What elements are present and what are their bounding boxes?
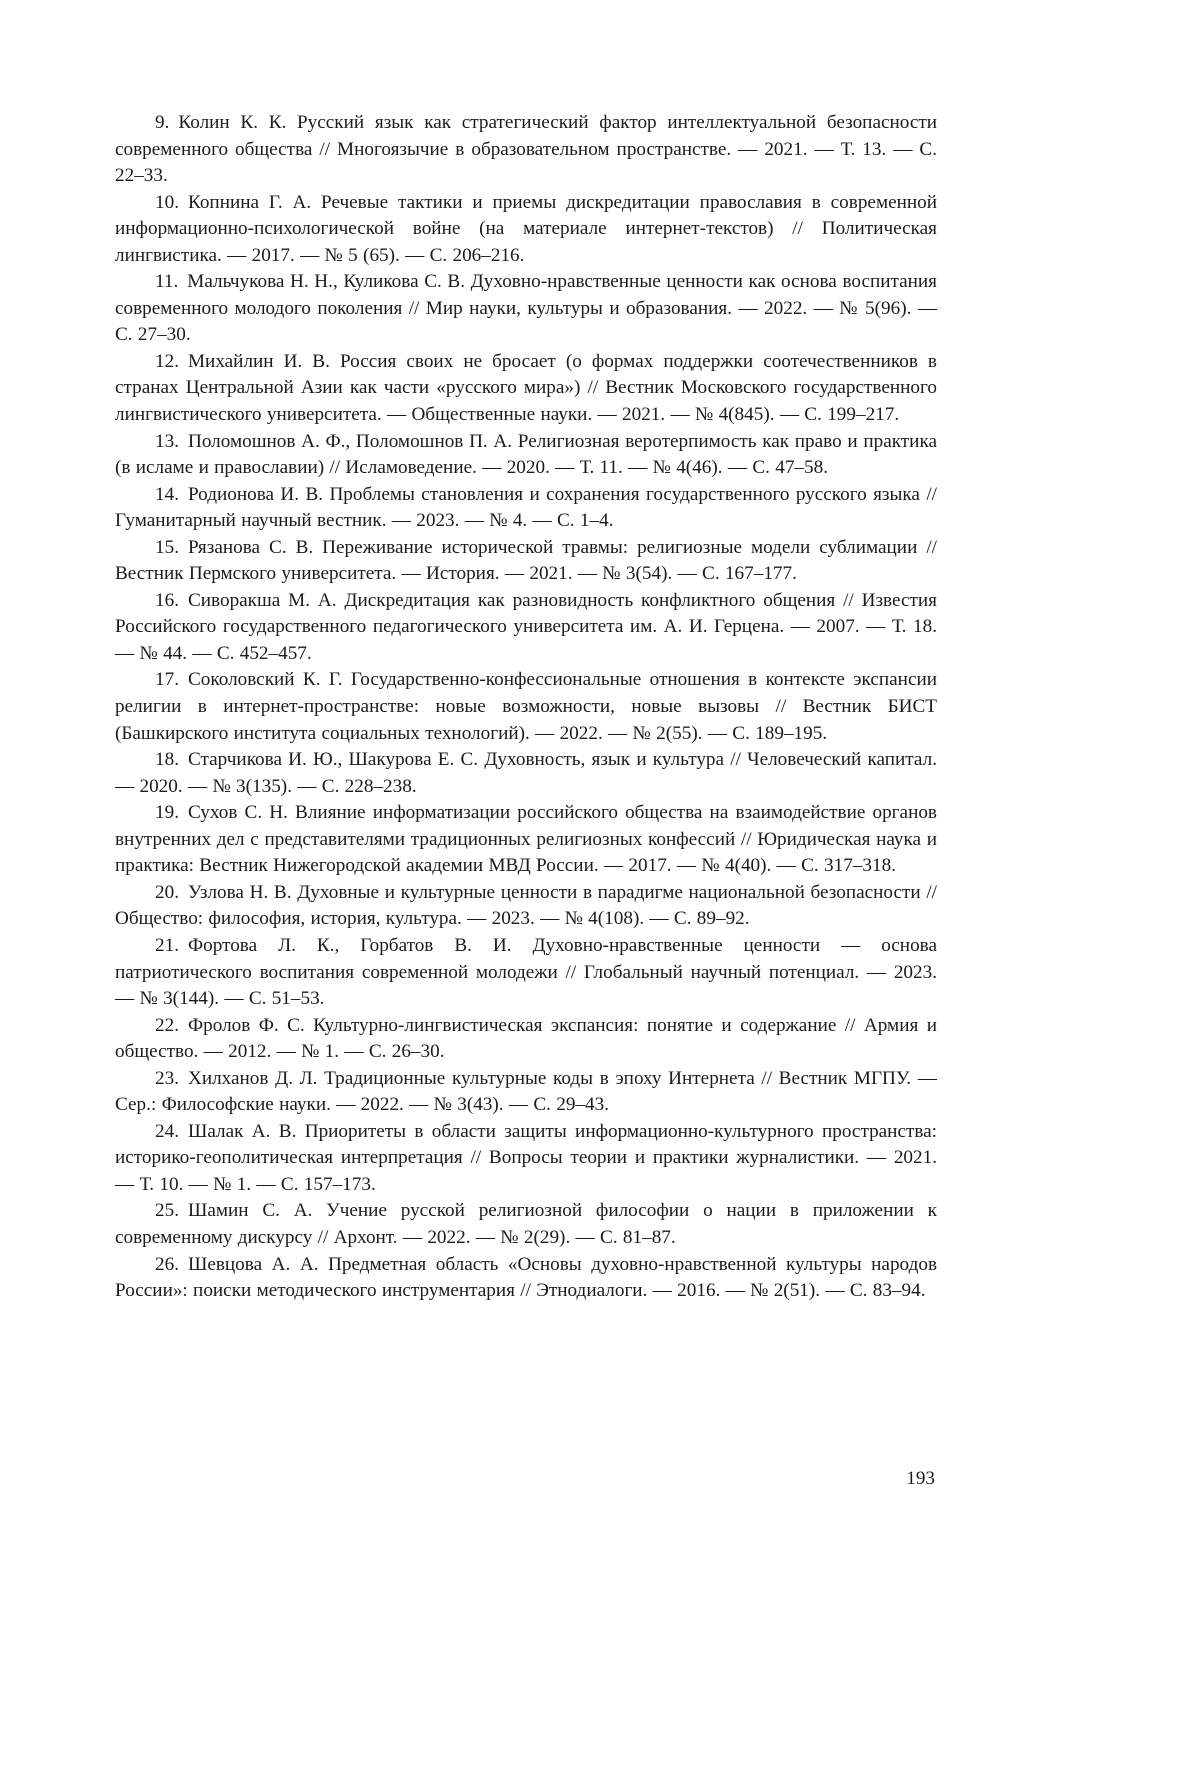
reference-number: 10. bbox=[155, 191, 179, 213]
reference-text: Шалак А. В. Приоритеты в области защиты информационно-культурного пространства: историко-геополитическая интерпретация // Вопросы теории и практики журналистики. — 2021. — Т. 10. — № 1. — С. 157–173. bbox=[115, 1120, 937, 1195]
reference-number: 24. bbox=[155, 1120, 179, 1142]
reference-item bbox=[115, 667, 937, 747]
reference-text: Копнина Г. А. Речевые тактики и приемы дискредитации православия в современной информационно-психологической войне (на материале интернет-текстов) // Политическая лингвистика. — 2017. — № 5 (65). — С. 206–216. bbox=[115, 191, 937, 266]
reference-text: Шевцова А. А. Предметная область «Основы духовно-нравственной культуры народов России»: поиски методического инструментария // Этнодиалоги. — 2016. — № 2(51). — С. 83–94. bbox=[115, 1253, 937, 1302]
reference-number: 18. bbox=[155, 749, 179, 771]
reference-item bbox=[115, 110, 937, 190]
reference-item bbox=[115, 747, 937, 800]
reference-number: 23. bbox=[155, 1067, 179, 1089]
reference-item bbox=[115, 1119, 937, 1199]
page-number: 193 bbox=[906, 1468, 935, 1489]
reference-number: 19. bbox=[155, 802, 179, 824]
reference-number: 12. bbox=[155, 350, 179, 372]
reference-number: 14. bbox=[155, 483, 179, 505]
reference-item bbox=[115, 1013, 937, 1066]
reference-text: Михайлин И. В. Россия своих не бросает (о формах поддержки соотечественников в странах Центральной Азии как части «русского мира») // Вестник Московского государственного лингвистического университета. — Общественные науки. — 2021. — № 4(845). — С. 199–217. bbox=[115, 350, 937, 426]
reference-text: Мальчукова Н. Н., Куликова С. В. Духовно-нравственные ценности как основа воспитания современного молодого поколения // Мир науки, культуры и образования. — 2022. — № 5(96). — С. 27–30. bbox=[115, 271, 937, 346]
reference-item bbox=[115, 482, 937, 535]
reference-item bbox=[115, 269, 937, 349]
reference-item bbox=[115, 880, 937, 933]
reference-item bbox=[115, 1252, 937, 1305]
reference-text: Сухов С. Н. Влияние информатизации российского общества на взаимодействие органов внутренних дел с представителями традиционных религиозных конфессий // Юридическая наука и практика: Вестник Нижегородской академии МВД России. — 2017. — № 4(40). — С. 317–318. bbox=[115, 802, 937, 877]
reference-item bbox=[115, 1198, 937, 1251]
reference-text: Соколовский К. Г. Государственно-конфессиональные отношения в контексте экспансии религии в интернет-пространстве: новые возможности, новые вызовы // Вестник БИСТ (Башкирского института социальных технологий). — 2022. — № 2(55). — С. 189–195. bbox=[115, 669, 937, 744]
reference-number: 16. bbox=[155, 589, 179, 611]
reference-item bbox=[115, 1066, 937, 1119]
reference-number: 9. bbox=[155, 112, 170, 133]
reference-text: Сиворакша М. А. Дискредитация как разновидность конфликтного общения // Известия Российского государственного педагогического университета им. А. И. Герцена. — 2007. — Т. 18. — № 44. — С. 452–457. bbox=[115, 589, 937, 664]
reference-text: Поломошнов А. Ф., Поломошнов П. А. Религиозная веротерпимость как право и практика (в исламе и православии) // Исламоведение. — 2020. — Т. 11. — № 4(46). — С. 47–58. bbox=[115, 430, 937, 479]
reference-list bbox=[115, 110, 937, 1305]
reference-text: Узлова Н. В. Духовные и культурные ценности в парадигме национальной безопасности // Общество: философия, история, культура. — 2023. — № 4(108). — С. 89–92. bbox=[115, 881, 937, 930]
reference-number: 15. bbox=[155, 536, 179, 558]
reference-number: 22. bbox=[155, 1014, 179, 1036]
reference-item bbox=[115, 349, 937, 429]
reference-number: 25. bbox=[155, 1200, 179, 1222]
reference-text: Родионова И. В. Проблемы становления и сохранения государственного русского языка // Гуманитарный научный вестник. — 2023. — № 4. — С. 1–4. bbox=[115, 483, 937, 532]
reference-item bbox=[115, 535, 937, 588]
reference-item bbox=[115, 800, 937, 880]
reference-text: Колин К. К. Русский язык как стратегический фактор интеллектуальной безопасности современного общества // Многоязычие в образовательном пространстве. — 2021. — Т. 13. — С. 22–33. bbox=[115, 112, 937, 187]
reference-number: 21. bbox=[155, 934, 179, 956]
reference-number: 11. bbox=[155, 271, 179, 293]
reference-item bbox=[115, 933, 937, 1013]
reference-text: Шамин С. А. Учение русской религиозной философии о нации в приложении к современному дискурсу // Архонт. — 2022. — № 2(29). — С. 81–87. bbox=[115, 1200, 937, 1248]
reference-text: Фортова Л. К., Горбатов В. И. Духовно-нравственные ценности — основа патриотического воспитания современной молодежи // Глобальный научный потенциал. — 2023. — № 3(144). — С. 51–53. bbox=[115, 934, 937, 1010]
reference-number: 20. bbox=[155, 881, 179, 903]
reference-text: Хилханов Д. Л. Традиционные культурные коды в эпоху Интернета // Вестник МГПУ. — Сер.: Философские науки. — 2022. — № 3(43). — С. 29–43. bbox=[115, 1067, 937, 1116]
reference-item bbox=[115, 588, 937, 668]
reference-item bbox=[115, 190, 937, 270]
reference-number: 26. bbox=[155, 1253, 179, 1275]
reference-text: Рязанова С. В. Переживание исторической травмы: религиозные модели сублимации // Вестник Пермского университета. — История. — 2021. — № 3(54). — С. 167–177. bbox=[115, 536, 937, 585]
reference-number: 13. bbox=[155, 430, 179, 452]
reference-number: 17. bbox=[155, 669, 179, 691]
reference-text: Фролов Ф. С. Культурно-лингвистическая экспансия: понятие и содержание // Армия и общество. — 2012. — № 1. — С. 26–30. bbox=[115, 1014, 937, 1063]
reference-text: Старчикова И. Ю., Шакурова Е. С. Духовность, язык и культура // Человеческий капитал. — 2020. — № 3(135). — С. 228–238. bbox=[115, 749, 937, 797]
reference-item bbox=[115, 429, 937, 482]
